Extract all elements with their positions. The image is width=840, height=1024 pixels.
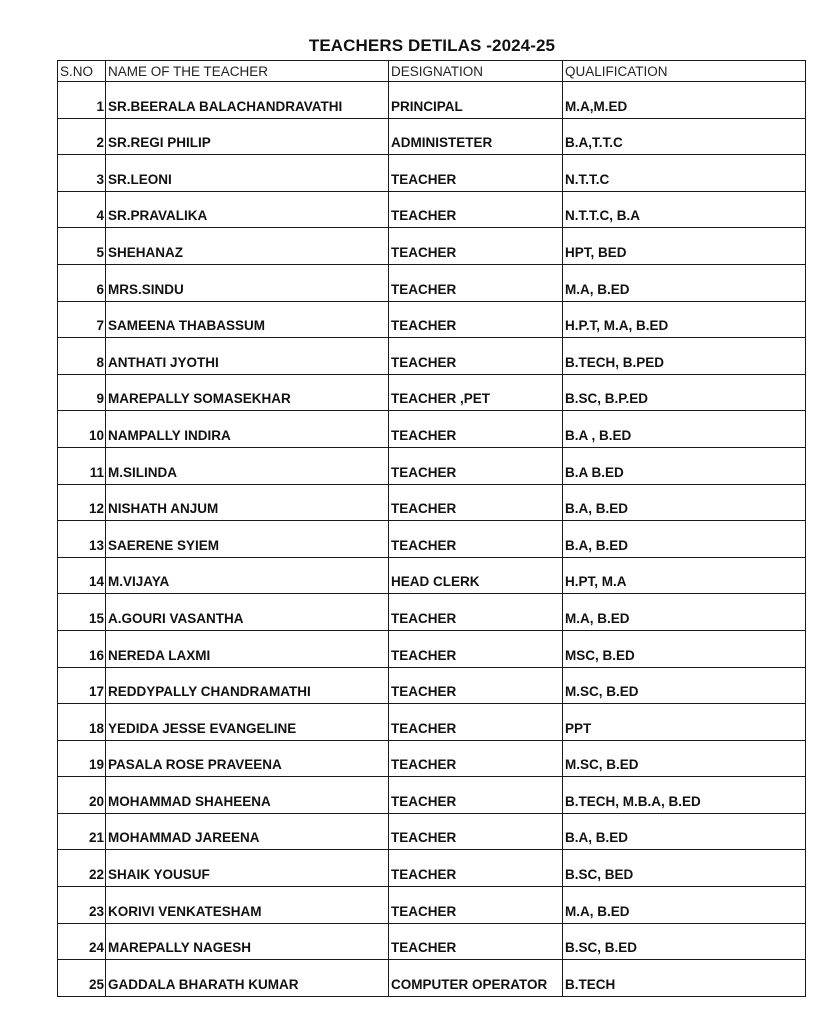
cell-designation: TEACHER xyxy=(389,704,563,741)
cell-teacher-name: SR.BEERALA BALACHANDRAVATHI xyxy=(106,82,389,119)
cell-designation: TEACHER xyxy=(389,228,563,265)
cell-sno: 17 xyxy=(58,667,106,704)
page-title: TEACHERS DETILAS -2024-25 xyxy=(308,36,556,55)
cell-designation: TEACHER xyxy=(389,338,563,375)
cell-designation: TEACHER xyxy=(389,777,563,814)
cell-teacher-name: SHEHANAZ xyxy=(106,228,389,265)
cell-qualification: H.P.T, M.A, B.ED xyxy=(563,301,806,338)
cell-designation: TEACHER xyxy=(389,484,563,521)
cell-qualification: B.A, B.ED xyxy=(563,521,806,558)
cell-teacher-name: NISHATH ANJUM xyxy=(106,484,389,521)
cell-designation: TEACHER xyxy=(389,594,563,631)
cell-teacher-name: SAERENE SYIEM xyxy=(106,521,389,558)
cell-sno: 7 xyxy=(58,301,106,338)
cell-qualification: M.A,M.ED xyxy=(563,82,806,119)
table-row xyxy=(58,447,806,484)
cell-designation: TEACHER xyxy=(389,264,563,301)
cell-teacher-name: SR.PRAVALIKA xyxy=(106,191,389,228)
cell-teacher-name: A.GOURI VASANTHA xyxy=(106,594,389,631)
cell-sno: 25 xyxy=(58,960,106,997)
cell-sno: 3 xyxy=(58,155,106,192)
cell-designation: TEACHER xyxy=(389,850,563,887)
cell-teacher-name: PASALA ROSE PRAVEENA xyxy=(106,740,389,777)
cell-sno: 2 xyxy=(58,118,106,155)
cell-teacher-name: MAREPALLY NAGESH xyxy=(106,923,389,960)
cell-sno: 6 xyxy=(58,264,106,301)
cell-teacher-name: REDDYPALLY CHANDRAMATHI xyxy=(106,667,389,704)
table-row xyxy=(58,484,806,521)
cell-designation: TEACHER xyxy=(389,923,563,960)
cell-qualification: MSC, B.ED xyxy=(563,630,806,667)
cell-sno: 21 xyxy=(58,813,106,850)
table-row xyxy=(58,374,806,411)
table-row xyxy=(58,923,806,960)
cell-sno: 14 xyxy=(58,557,106,594)
cell-designation: TEACHER xyxy=(389,155,563,192)
cell-sno: 18 xyxy=(58,704,106,741)
table-row xyxy=(58,887,806,924)
cell-teacher-name: MAREPALLY SOMASEKHAR xyxy=(106,374,389,411)
cell-qualification: B.A B.ED xyxy=(563,447,806,484)
cell-qualification: N.T.T.C, B.A xyxy=(563,191,806,228)
cell-qualification: HPT, BED xyxy=(563,228,806,265)
cell-teacher-name: M.SILINDA xyxy=(106,447,389,484)
cell-sno: 22 xyxy=(58,850,106,887)
cell-sno: 9 xyxy=(58,374,106,411)
cell-qualification: M.SC, B.ED xyxy=(563,740,806,777)
header-name: NAME OF THE TEACHER xyxy=(106,61,389,82)
table-row xyxy=(58,960,806,997)
table-row xyxy=(58,118,806,155)
cell-designation: TEACHER xyxy=(389,887,563,924)
cell-sno: 11 xyxy=(58,447,106,484)
cell-designation: TEACHER xyxy=(389,447,563,484)
cell-qualification: B.A, B.ED xyxy=(563,813,806,850)
cell-qualification: B.A, B.ED xyxy=(563,484,806,521)
cell-qualification: M.A, B.ED xyxy=(563,594,806,631)
cell-designation: HEAD CLERK xyxy=(389,557,563,594)
cell-designation: TEACHER xyxy=(389,301,563,338)
cell-sno: 23 xyxy=(58,887,106,924)
table-row xyxy=(58,667,806,704)
cell-teacher-name: GADDALA BHARATH KUMAR xyxy=(106,960,389,997)
cell-designation: PRINCIPAL xyxy=(389,82,563,119)
table-row xyxy=(58,740,806,777)
cell-teacher-name: SR.REGI PHILIP xyxy=(106,118,389,155)
table-row xyxy=(58,155,806,192)
cell-teacher-name: YEDIDA JESSE EVANGELINE xyxy=(106,704,389,741)
cell-sno: 16 xyxy=(58,630,106,667)
cell-designation: TEACHER xyxy=(389,411,563,448)
cell-qualification: B.SC, B.P.ED xyxy=(563,374,806,411)
cell-qualification: B.TECH, M.B.A, B.ED xyxy=(563,777,806,814)
cell-designation: ADMINISTETER xyxy=(389,118,563,155)
cell-sno: 5 xyxy=(58,228,106,265)
table-row xyxy=(58,191,806,228)
cell-qualification: B.SC, BED xyxy=(563,850,806,887)
table-row xyxy=(58,411,806,448)
cell-designation: TEACHER xyxy=(389,521,563,558)
cell-designation: TEACHER xyxy=(389,740,563,777)
cell-teacher-name: KORIVI VENKATESHAM xyxy=(106,887,389,924)
cell-sno: 24 xyxy=(58,923,106,960)
cell-designation: COMPUTER OPERATOR xyxy=(389,960,563,997)
table-row xyxy=(58,704,806,741)
header-qualification: QUALIFICATION xyxy=(563,61,806,82)
table-row xyxy=(58,630,806,667)
cell-qualification: M.A, B.ED xyxy=(563,264,806,301)
cell-teacher-name: NAMPALLY INDIRA xyxy=(106,411,389,448)
cell-teacher-name: SAMEENA THABASSUM xyxy=(106,301,389,338)
cell-qualification: B.A , B.ED xyxy=(563,411,806,448)
cell-qualification: B.TECH, B.PED xyxy=(563,338,806,375)
cell-teacher-name: M.VIJAYA xyxy=(106,557,389,594)
cell-qualification: M.A, B.ED xyxy=(563,887,806,924)
cell-qualification: B.SC, B.ED xyxy=(563,923,806,960)
cell-teacher-name: MOHAMMAD JAREENA xyxy=(106,813,389,850)
cell-teacher-name: SR.LEONI xyxy=(106,155,389,192)
table-row xyxy=(58,338,806,375)
cell-qualification: B.A,T.T.C xyxy=(563,118,806,155)
teachers-table xyxy=(57,60,806,997)
table-header-row xyxy=(58,61,806,82)
table-row xyxy=(58,594,806,631)
cell-designation: TEACHER xyxy=(389,667,563,704)
table-row xyxy=(58,264,806,301)
cell-sno: 4 xyxy=(58,191,106,228)
header-sno: S.NO xyxy=(58,61,106,82)
table-row xyxy=(58,557,806,594)
header-designation: DESIGNATION xyxy=(389,61,563,82)
cell-designation: TEACHER xyxy=(389,630,563,667)
cell-sno: 10 xyxy=(58,411,106,448)
cell-sno: 15 xyxy=(58,594,106,631)
table-row xyxy=(58,82,806,119)
cell-sno: 19 xyxy=(58,740,106,777)
cell-teacher-name: NEREDA LAXMI xyxy=(106,630,389,667)
cell-designation: TEACHER ,PET xyxy=(389,374,563,411)
cell-sno: 13 xyxy=(58,521,106,558)
table-row xyxy=(58,777,806,814)
table-row xyxy=(58,850,806,887)
table-row xyxy=(58,813,806,850)
cell-teacher-name: SHAIK YOUSUF xyxy=(106,850,389,887)
cell-designation: TEACHER xyxy=(389,813,563,850)
cell-qualification: M.SC, B.ED xyxy=(563,667,806,704)
cell-qualification: N.T.T.C xyxy=(563,155,806,192)
cell-sno: 12 xyxy=(58,484,106,521)
cell-sno: 1 xyxy=(58,82,106,119)
cell-sno: 20 xyxy=(58,777,106,814)
cell-qualification: H.PT, M.A xyxy=(563,557,806,594)
table-row xyxy=(58,521,806,558)
table-body xyxy=(58,82,806,997)
cell-qualification: B.TECH xyxy=(563,960,806,997)
cell-sno: 8 xyxy=(58,338,106,375)
cell-teacher-name: ANTHATI JYOTHI xyxy=(106,338,389,375)
cell-teacher-name: MRS.SINDU xyxy=(106,264,389,301)
cell-designation: TEACHER xyxy=(389,191,563,228)
cell-qualification: PPT xyxy=(563,704,806,741)
cell-teacher-name: MOHAMMAD SHAHEENA xyxy=(106,777,389,814)
table-row xyxy=(58,228,806,265)
table-row xyxy=(58,301,806,338)
